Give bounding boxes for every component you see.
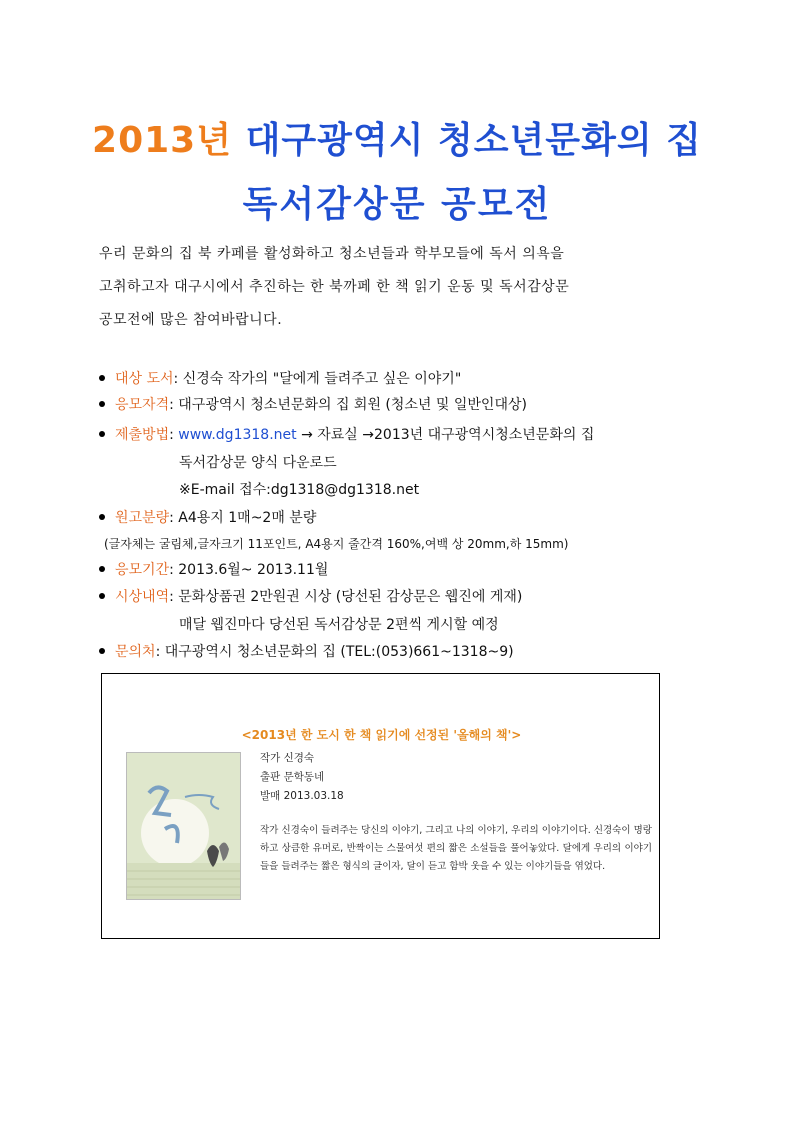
page-title-line2: 독서감상문 공모전 bbox=[242, 184, 552, 225]
item-label: 응모자격 bbox=[115, 397, 170, 413]
book-release-date: 발매 2013.03.18 bbox=[260, 790, 344, 802]
volume-note: (글자체는 굴림체,글자크기 11포인트, A4용지 줄간격 160%,여백 상 20mm,하 15mm) bbox=[104, 537, 569, 551]
bullet-icon bbox=[99, 401, 105, 407]
bullet-icon bbox=[99, 593, 105, 599]
item-label: 시상내역 bbox=[115, 589, 170, 605]
intro-line: 우리 문화의 집 북 카페를 활성화하고 청소년들과 학부모들에 독서 의욕을 bbox=[99, 246, 565, 262]
bullet-icon bbox=[99, 514, 105, 520]
book-description: 작가 신경숙이 들려주는 당신의 이야기, 그리고 나의 이야기, 우리의 이야기이다. 신경숙이 명랑하고 상큼한 유머로, 반짝이는 스물여섯 편의 짧은 소설들을 풀어놓았다. 달에게 우리의 이야기들을 들려주는 짧은 형식의 글이자, 달이 듣고 함박 웃을 수 있는 이야기들을 엮었다. bbox=[260, 825, 652, 872]
item-value: : 문화상품권 2만원권 시상 (당선된 감상문은 웹진에 게재) bbox=[169, 589, 523, 605]
item-colon: : bbox=[169, 427, 174, 443]
book-box-heading: <2013년 한 도시 한 책 읽기에 선정된 '올해의 책'> bbox=[241, 728, 522, 742]
intro-paragraph bbox=[99, 238, 699, 337]
item-label: 제출방법 bbox=[115, 427, 170, 443]
book-meta bbox=[260, 749, 344, 806]
bullet-icon bbox=[99, 566, 105, 572]
title-organization: 대구광역시 청소년문화의 집 bbox=[245, 120, 702, 161]
list-item-qualification bbox=[99, 394, 527, 414]
award-line2: 매달 웹진마다 당선된 독서감상문 2편씩 게시할 예정 bbox=[179, 617, 499, 633]
list-item-award bbox=[99, 586, 522, 606]
list-item-book bbox=[99, 368, 461, 388]
book-publisher: 출판 문학동네 bbox=[260, 771, 325, 783]
item-value: : A4용지 1매~2매 분량 bbox=[169, 510, 317, 526]
book-cover-illustration bbox=[127, 753, 241, 900]
book-author: 작가 신경숙 bbox=[260, 752, 315, 764]
page-title-line1 bbox=[0, 112, 794, 163]
bullet-icon bbox=[99, 431, 105, 437]
item-value: : 2013.6월~ 2013.11월 bbox=[169, 562, 329, 578]
intro-line: 고취하고자 대구시에서 추진하는 한 북까페 한 책 읽기 운동 및 독서감상문 bbox=[99, 279, 570, 295]
intro-line: 공모전에 많은 참여바랍니다. bbox=[99, 312, 283, 328]
list-item-contact bbox=[99, 641, 514, 661]
submission-email: ※E-mail 접수:dg1318@dg1318.net bbox=[179, 482, 420, 498]
title-year: 2013년 bbox=[92, 120, 233, 161]
bullet-icon bbox=[99, 648, 105, 654]
book-info-box bbox=[101, 673, 660, 939]
list-item-volume bbox=[99, 507, 316, 527]
item-value: : 대구광역시 청소년문화의 집 회원 (청소년 및 일반인대상) bbox=[169, 397, 527, 413]
book-cover-image bbox=[126, 752, 241, 900]
item-value: : 신경숙 작가의 "달에게 들려주고 싶은 이야기" bbox=[173, 371, 462, 387]
list-item-period bbox=[99, 559, 328, 579]
submission-line2: 독서감상문 양식 다운로드 bbox=[179, 455, 337, 471]
item-label: 응모기간 bbox=[115, 562, 170, 578]
list-item-submission bbox=[99, 424, 594, 444]
item-value: : 대구광역시 청소년문화의 집 (TEL:(053)661~1318~9) bbox=[155, 644, 514, 660]
item-label: 대상 도서 bbox=[115, 371, 174, 387]
website-link[interactable]: www.dg1318.net bbox=[178, 427, 297, 443]
bullet-icon bbox=[99, 375, 105, 381]
item-value: → 자료실 →2013년 대구광역시청소년문화의 집 bbox=[296, 427, 595, 443]
item-label: 문의처 bbox=[115, 644, 156, 660]
item-label: 원고분량 bbox=[115, 510, 170, 526]
